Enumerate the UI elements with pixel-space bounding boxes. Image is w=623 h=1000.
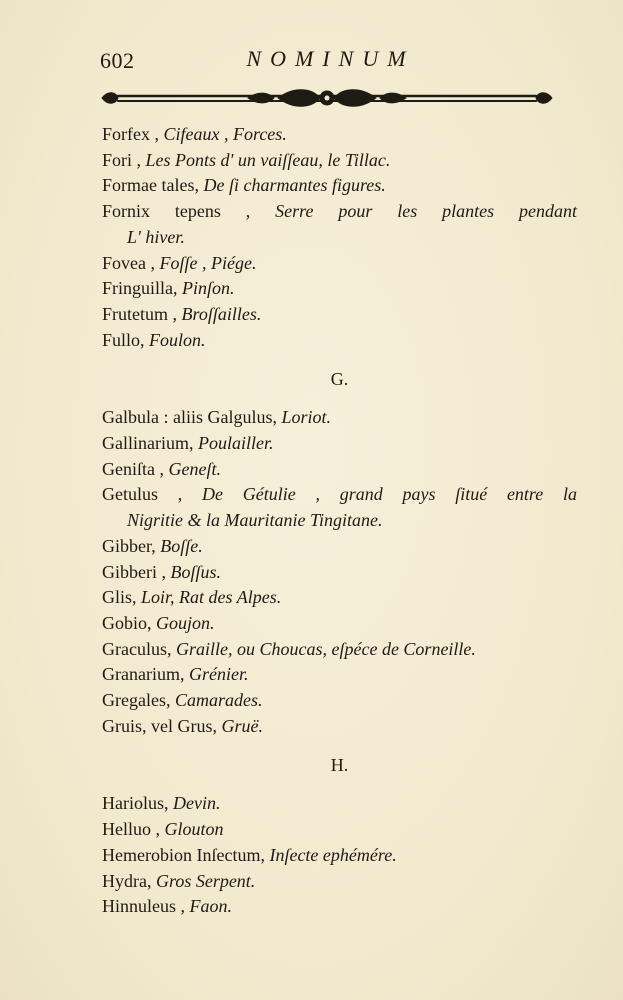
dictionary-entry (102, 302, 577, 328)
french-translation: Boſſus. (170, 561, 221, 582)
dictionary-entry (102, 148, 577, 174)
dictionary-entry (102, 199, 577, 250)
latin-term: Helluo (102, 819, 151, 840)
dictionary-entry (102, 585, 577, 611)
latin-term: Galbula : aliis Galgulus (102, 407, 273, 428)
separator: , (188, 433, 198, 454)
separator: , (146, 252, 160, 273)
dictionary-entry (102, 457, 577, 483)
dictionary-entry (102, 534, 577, 560)
french-translation: Faon. (189, 896, 232, 917)
french-translation: Inſecte ephémére. (269, 844, 397, 865)
separator: , (220, 201, 276, 222)
dictionary-entry (102, 714, 577, 740)
french-translation: Loir, Rat des Alpes. (141, 587, 282, 608)
french-translation: Loriot. (281, 407, 332, 428)
french-translation: Goujon. (156, 612, 215, 633)
latin-term: Gobio (102, 612, 147, 633)
french-translation: Foſſe , Piége. (159, 252, 257, 273)
french-translation: Pinſon. (182, 278, 235, 299)
entries-g (102, 405, 577, 739)
dictionary-entry (102, 688, 577, 714)
french-translation: De Gétulie , grand pays ſitué entre la (202, 484, 578, 505)
separator: , (164, 793, 173, 814)
page-number: 602 (100, 48, 135, 73)
dictionary-entry (102, 637, 577, 663)
french-translation: Glouton (164, 819, 224, 840)
separator: , (147, 612, 156, 633)
ornamental-rule (98, 84, 556, 112)
french-translation: Graille, ou Choucas, eſpéce de Corneille. (175, 638, 476, 659)
separator: , (165, 690, 175, 711)
separator: , (154, 458, 169, 479)
dictionary-entry (102, 482, 577, 533)
latin-term: Gibberi (102, 561, 157, 582)
latin-term: Hinnuleus (102, 896, 176, 917)
french-translation: Cifeaux , Forces. (163, 124, 287, 144)
dictionary-entry (102, 791, 577, 817)
latin-term: Granarium (102, 664, 180, 685)
latin-term: Geniſta (102, 458, 155, 479)
french-translation: Serre pour les plantes pendant (275, 201, 577, 222)
latin-term: Fornix tepens (102, 201, 221, 222)
latin-term: Gallinarium (102, 433, 189, 454)
dictionary-entry (102, 251, 577, 277)
french-translation: Les Ponts d' un vaiſſeau, le Tillac. (145, 149, 391, 170)
separator: , (173, 278, 182, 299)
separator: , (156, 561, 171, 582)
dictionary-entry (102, 817, 577, 843)
dictionary-entry (102, 869, 577, 895)
separator: , (132, 149, 146, 170)
latin-term: Getulus (102, 484, 158, 505)
latin-term: Forfex (102, 124, 150, 144)
separator: , (176, 896, 190, 917)
french-translation: Grénier. (188, 664, 249, 685)
french-translation: Poulailler. (197, 433, 274, 454)
french-translation: Gros Serpent. (155, 870, 256, 891)
latin-term: Hariolus (102, 793, 164, 814)
french-translation: Devin. (173, 793, 221, 814)
latin-term: Gregales (102, 690, 166, 711)
french-translation: Broſſailles. (181, 303, 262, 324)
running-head: NOMINUM (246, 46, 415, 71)
latin-term: Fovea (102, 252, 146, 273)
entries-f (102, 122, 577, 353)
dictionary-entry (102, 662, 577, 688)
dictionary-entry (102, 173, 577, 199)
separator: , (194, 175, 204, 196)
latin-term: Fori (102, 149, 133, 170)
dictionary-entry (102, 894, 577, 920)
dictionary-entry (102, 276, 577, 302)
separator: , (260, 844, 270, 865)
dictionary-entry (102, 431, 577, 457)
separator: , (212, 715, 222, 736)
separator: , (132, 587, 142, 608)
separator: , (158, 484, 202, 505)
latin-term: Hemerobion Inſectum (102, 844, 261, 865)
separator: , (166, 638, 176, 659)
french-translation: Camarades. (174, 690, 263, 711)
latin-term: Frutetum (102, 303, 168, 324)
french-translation: Geneſt. (168, 458, 221, 479)
latin-term: Gibber (102, 535, 152, 556)
french-translation: Boſſe. (160, 535, 203, 556)
translation-continuation: Nigritie & la Mauritanie Tingitane. (127, 510, 383, 531)
french-translation: Gruë. (221, 715, 263, 736)
section-heading-g: G. (330, 369, 349, 390)
separator: , (151, 535, 161, 556)
entries-h (102, 791, 577, 920)
section-heading-h: H. (330, 755, 349, 776)
latin-term: Formae tales (102, 175, 195, 196)
dictionary-entry (102, 405, 577, 431)
separator: , (150, 124, 164, 144)
latin-term: Graculus (102, 638, 167, 659)
separator: , (151, 819, 165, 840)
latin-term: Hydra (102, 870, 147, 891)
latin-term: Fullo (102, 329, 141, 350)
separator: , (272, 407, 282, 428)
separator: , (168, 303, 182, 324)
dictionary-entries (102, 122, 577, 920)
latin-term: Fringuilla (102, 278, 173, 299)
dictionary-entry (102, 122, 577, 148)
separator: , (146, 870, 156, 891)
french-translation: Foulon. (149, 329, 206, 350)
dictionary-entry (102, 611, 577, 637)
separator: , (140, 329, 150, 350)
latin-term: Gruis, vel Grus (102, 715, 213, 736)
dictionary-entry (102, 560, 577, 586)
dictionary-entry (102, 843, 577, 869)
latin-term: Glis (102, 587, 133, 608)
translation-continuation: L' hiver. (127, 226, 185, 247)
separator: , (179, 664, 189, 685)
french-translation: De ſi charmantes figures. (203, 175, 386, 196)
dictionary-entry (102, 328, 577, 354)
